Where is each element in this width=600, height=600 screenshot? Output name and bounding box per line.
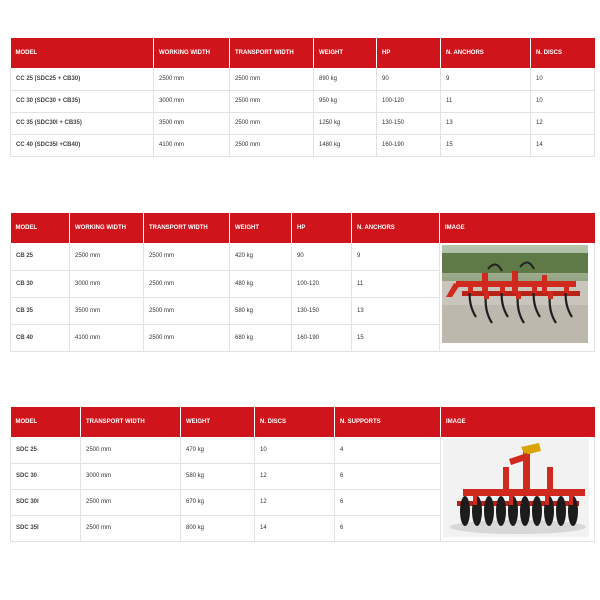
cell-discs: 12 [255, 463, 335, 489]
cell-weight: 1480 kg [314, 134, 377, 156]
col-header-model: MODEL [11, 213, 70, 243]
disc-harrow-table [10, 407, 595, 542]
cell-weight: 480 kg [230, 270, 292, 297]
cell-supports: 6 [335, 515, 441, 541]
cell-hp: 100-120 [377, 90, 441, 112]
cell-supports: 6 [335, 463, 441, 489]
col-header-working-width: WORKING WIDTH [154, 38, 230, 68]
table-row [11, 134, 595, 156]
cell-weight: 680 kg [230, 324, 292, 351]
cell-transport-width: 2500 mm [81, 437, 181, 463]
cell-discs: 12 [255, 489, 335, 515]
table-row [11, 90, 595, 112]
disc-harrow-photo-icon [443, 439, 589, 537]
cell-weight: 670 kg [181, 489, 255, 515]
cell-discs: 14 [255, 515, 335, 541]
cell-model: CB 25 [11, 243, 70, 270]
cell-supports: 4 [335, 437, 441, 463]
col-header-anchors: N. ANCHORS [441, 38, 531, 68]
col-header-transport-width: TRANSPORT WIDTH [230, 38, 314, 68]
cell-transport-width: 2500 mm [144, 324, 230, 351]
cell-discs: 12 [531, 112, 595, 134]
cell-weight: 1250 kg [314, 112, 377, 134]
cell-anchors: 15 [352, 324, 440, 351]
cell-transport-width: 2500 mm [144, 243, 230, 270]
col-header-supports: N. SUPPORTS [335, 407, 441, 437]
cell-transport-width: 2500 mm [230, 68, 314, 90]
cell-discs: 10 [531, 90, 595, 112]
cell-model: SDC 25 [11, 437, 81, 463]
table-row [11, 437, 595, 463]
col-header-hp: HP [292, 213, 352, 243]
col-header-transport-width: TRANSPORT WIDTH [81, 407, 181, 437]
cell-anchors: 11 [352, 270, 440, 297]
cell-model: SDC 35I [11, 515, 81, 541]
cell-model: CB 30 [11, 270, 70, 297]
table-row [11, 112, 595, 134]
cell-transport-width: 2500 mm [144, 297, 230, 324]
cell-model: CC 30 (SDC30 + CB35) [11, 90, 154, 112]
cell-hp: 90 [292, 243, 352, 270]
cell-working-width: 3000 mm [154, 90, 230, 112]
cell-weight: 420 kg [230, 243, 292, 270]
cell-transport-width: 2500 mm [230, 134, 314, 156]
cell-working-width: 2500 mm [154, 68, 230, 90]
col-header-hp: HP [377, 38, 441, 68]
col-header-discs: N. DISCS [531, 38, 595, 68]
cell-transport-width: 3000 mm [81, 463, 181, 489]
table-header-row [11, 213, 595, 243]
cell-supports: 6 [335, 489, 441, 515]
cell-working-width: 4100 mm [70, 324, 144, 351]
cell-anchors: 15 [441, 134, 531, 156]
col-header-model: MODEL [11, 407, 81, 437]
cell-anchors: 9 [441, 68, 531, 90]
cell-weight: 890 kg [314, 68, 377, 90]
cell-transport-width: 2500 mm [230, 112, 314, 134]
col-header-image: IMAGE [440, 213, 595, 243]
cell-model: CC 35 (SDC30I + CB35) [11, 112, 154, 134]
table-header-row [11, 407, 595, 437]
cell-model: SDC 30I [11, 489, 81, 515]
cell-anchors: 9 [352, 243, 440, 270]
col-header-working-width: WORKING WIDTH [70, 213, 144, 243]
image-cell [441, 437, 595, 541]
cell-hp: 100-120 [292, 270, 352, 297]
cell-working-width: 4100 mm [154, 134, 230, 156]
cell-weight: 580 kg [181, 463, 255, 489]
cell-transport-width: 2500 mm [230, 90, 314, 112]
cell-model: CC 25 (SDC25 + CB30) [11, 68, 154, 90]
cell-model: CC 40 (SDC35I +CB40) [11, 134, 154, 156]
cell-weight: 950 kg [314, 90, 377, 112]
cell-model: CB 35 [11, 297, 70, 324]
combined-models-table [10, 38, 595, 157]
cell-weight: 800 kg [181, 515, 255, 541]
cell-anchors: 13 [441, 112, 531, 134]
col-header-weight: WEIGHT [314, 38, 377, 68]
cell-transport-width: 2500 mm [81, 489, 181, 515]
cell-anchors: 13 [352, 297, 440, 324]
cell-weight: 470 kg [181, 437, 255, 463]
table-row [11, 68, 595, 90]
chisel-plough-table [10, 213, 595, 352]
cell-transport-width: 2500 mm [81, 515, 181, 541]
cell-model: SDC 30 [11, 463, 81, 489]
table-header-row [11, 38, 595, 68]
col-header-weight: WEIGHT [230, 213, 292, 243]
cell-weight: 580 kg [230, 297, 292, 324]
cell-hp: 160-190 [292, 324, 352, 351]
cell-discs: 14 [531, 134, 595, 156]
cell-hp: 130-150 [292, 297, 352, 324]
cell-discs: 10 [531, 68, 595, 90]
col-header-image: IMAGE [441, 407, 595, 437]
table-row [11, 243, 595, 270]
cell-working-width: 3500 mm [70, 297, 144, 324]
col-header-discs: N. DISCS [255, 407, 335, 437]
image-cell [440, 243, 595, 351]
col-header-anchors: N. ANCHORS [352, 213, 440, 243]
cell-hp: 160-190 [377, 134, 441, 156]
cell-anchors: 11 [441, 90, 531, 112]
cell-working-width: 3500 mm [154, 112, 230, 134]
chisel-plough-photo-icon [442, 245, 588, 343]
cell-model: CB 40 [11, 324, 70, 351]
col-header-model: MODEL [11, 38, 154, 68]
cell-working-width: 3000 mm [70, 270, 144, 297]
cell-transport-width: 2500 mm [144, 270, 230, 297]
col-header-transport-width: TRANSPORT WIDTH [144, 213, 230, 243]
cell-discs: 10 [255, 437, 335, 463]
cell-working-width: 2500 mm [70, 243, 144, 270]
col-header-weight: WEIGHT [181, 407, 255, 437]
cell-hp: 90 [377, 68, 441, 90]
cell-hp: 130-150 [377, 112, 441, 134]
